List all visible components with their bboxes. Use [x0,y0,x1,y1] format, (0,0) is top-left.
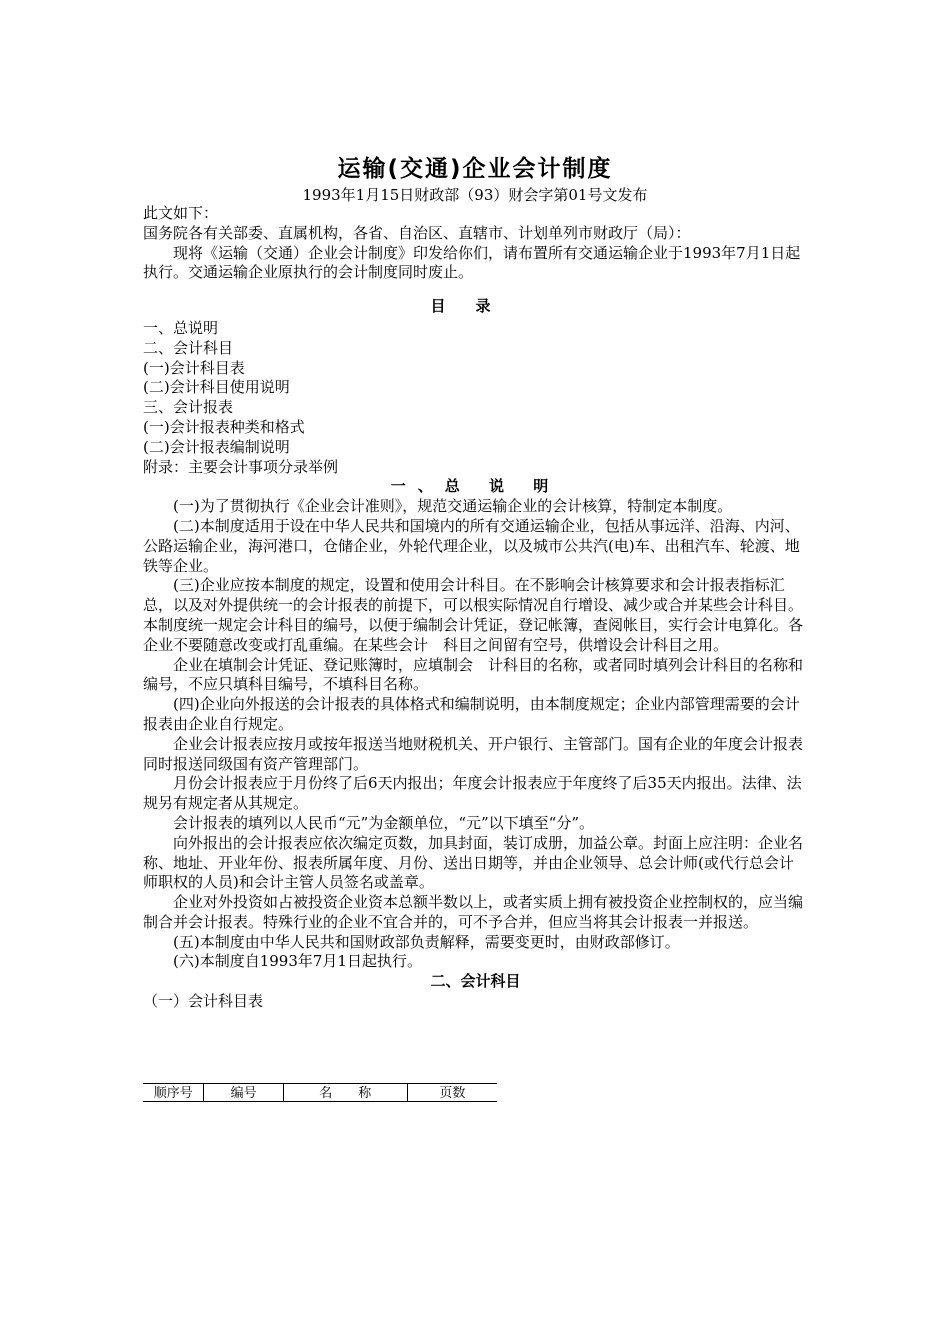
section-paragraph: (一)为了贯彻执行《企业会计准则》，规范交通运输企业的会计核算，特制定本制度。 [173,497,733,516]
toc-heading: 目录 [430,297,521,316]
section-paragraph: (三)企业应按本制度的规定，设置和使用会计科目。在不影响会计核算要求和会计报表指标汇总，以及对外提供统一的会计报表的前提下，可以根实际情况自行增设、减少或合并某些会计科目。本制度统一规定会计科目的编号，以便于编制会计凭证，登记帐簿，查阅帐目，实行会计电算化。各企业不要随意改变或打乱重编。在某些会计 科目之间留有空号，供增设会计科目之用。 [143,576,804,654]
section-paragraph: (二)本制度适用于设在中华人民共和国境内的所有交通运输企业，包括从事远洋、沿海、内河、公路运输企业，海河港口，仓储企业，外轮代理企业，以及城市公共汽(电)车、出租汽车、轮渡、地铁等企业。 [143,516,800,575]
section-paragraph: 企业会计报表应按月或按年报送当地财税机关、开户银行、主管部门。国有企业的年度会计报表同时报送同级国有资产管理部门。 [143,734,804,773]
toc-item: 二、会计科目 [143,338,234,357]
preamble-paragraph: 现将《运输（交通）企业会计制度》印发给你们，请布置所有交通运输企业于1993年7月1日起执行。交通运输企业原执行的会计制度同时废止。 [143,243,801,282]
toc-item: (二)会计科目使用说明 [143,378,290,397]
document-body [143,204,808,1012]
col-header-code: 编号 [204,1084,283,1102]
document-title: 运输(交通)企业会计制度 [337,156,613,182]
toc-item: (一)会计科目表 [143,358,245,377]
section-paragraph: 企业对外投资如占被投资企业资本总额半数以上，或者实质上拥有被投资企业控制权的，应当编制合并会计报表。特殊行业的企业不宜合并的，可不予合并，但应当将其会计报表一并报送。 [143,893,804,931]
toc-item: 附录：主要会计事项分录举例 [143,457,339,476]
col-header-page: 页数 [407,1084,497,1102]
account-table [143,1083,497,1102]
section-paragraph: 月份会计报表应于月份终了后6天内报出；年度会计报表应于年度终了后35天内报出。法律、法规另有规定者从其规定。 [143,774,802,813]
toc-item: (二)会计报表编制说明 [143,437,290,456]
section-heading-general: 一、总 说 明 [390,477,561,496]
section-heading-accounts: 二、会计科目 [430,972,521,991]
toc-item: (一)会计报表种类和格式 [143,417,305,436]
preamble-addressee: 国务院各有关部委、直属机构，各省、自治区、直辖市、计划单列市财政厅（局）： [143,223,691,242]
document-subtitle: 1993年1月15日财政部（93）财会字第01号文发布 [302,186,648,204]
section-paragraph: (五)本制度由中华人民共和国财政部负责解释，需要变更时，由财政部修订。 [173,932,680,951]
section-paragraph: 向外报出的会计报表应依次编定页数，加具封面，装订成册，加益公章。封面上应注明：企业名称、地址、开业年份、报表所属年度、月份、送出日期等，并由企业领导、总会计师(或代行总会计师职权的人员)和会计主管人员签名或盖章。 [143,833,804,892]
table-header-row [143,1084,497,1102]
section-paragraph: 企业在填制会计凭证、登记账簿时，应填制会 计科目的名称，或者同时填列会计科目的名称和编号，不应只填科目编号，不填科目名称。 [143,655,804,694]
section-paragraph: (四)企业向外报送的会计报表的具体格式和编制说明，由本制度规定；企业内部管理需要的会计报表由企业自行规定。 [143,695,800,733]
col-header-name: 名 称 [283,1084,407,1102]
preamble-line: 此文如下： [143,204,219,222]
col-header-seq: 顺序号 [143,1084,204,1102]
table-caption: （一）会计科目表 [143,992,264,1011]
toc-item: 一、总说明 [143,318,219,337]
toc-item: 三、会计报表 [143,398,234,417]
section-paragraph: (六)本制度自1993年7月1日起执行。 [173,952,422,971]
section-paragraph: 会计报表的填列以人民币“元”为金额单位，“元”以下填至“分”。 [173,813,595,832]
